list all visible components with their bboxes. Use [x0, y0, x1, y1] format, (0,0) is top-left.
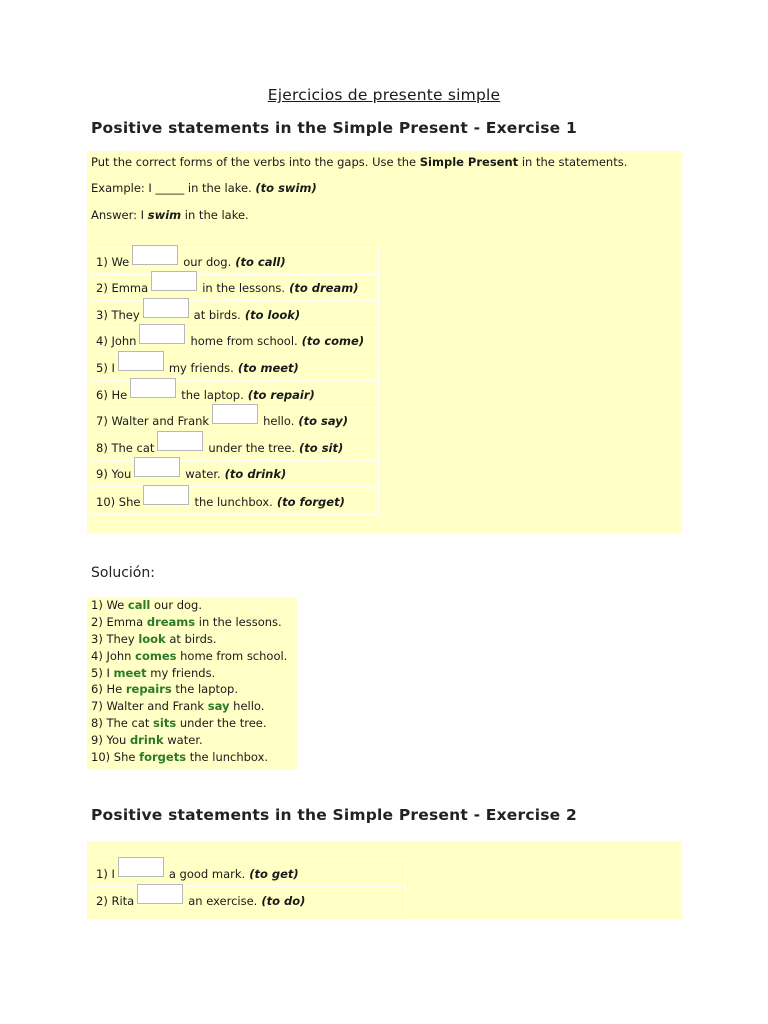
- solution-text: 8) The cat: [91, 716, 154, 731]
- row-subject: 7) Walter and Frank: [96, 414, 210, 429]
- row-subject: 10) She: [96, 494, 141, 509]
- answer-verb: swim: [147, 208, 182, 222]
- verb-hint: (to dream): [289, 281, 359, 296]
- exercise-row: [92, 301, 378, 328]
- row-rest: home from school.: [190, 334, 298, 349]
- instructions-emphasis: Simple Present: [419, 155, 519, 169]
- answer-input[interactable]: [143, 298, 189, 318]
- exercise-row: [92, 887, 405, 914]
- answer-input[interactable]: [137, 884, 183, 904]
- solution-line: [87, 597, 297, 614]
- answer-input[interactable]: [157, 431, 203, 451]
- answer-input[interactable]: [212, 404, 258, 424]
- answer-input[interactable]: [118, 857, 164, 877]
- answer-input[interactable]: [130, 378, 176, 398]
- verb-hint: (to say): [298, 414, 349, 429]
- answer-line: [91, 208, 249, 222]
- solution-verb: forgets: [139, 750, 187, 765]
- solution-text: hello.: [229, 699, 265, 714]
- row-rest: the lunchbox.: [194, 494, 273, 509]
- solution-text: at birds.: [165, 631, 217, 646]
- solution-line: [87, 614, 297, 631]
- solution-text: 4) John: [91, 648, 136, 663]
- solution-line: [87, 648, 297, 665]
- row-subject: 9) You: [96, 467, 132, 482]
- row-subject: 3) They: [96, 307, 140, 322]
- row-subject: 8) The cat: [96, 440, 155, 455]
- answer-input[interactable]: [118, 351, 164, 371]
- verb-hint: (to do): [261, 894, 306, 909]
- answer-input[interactable]: [143, 485, 189, 505]
- exercise-1-heading: Positive statements in the Simple Present - Exercise 1: [91, 119, 577, 137]
- exercise-row: [92, 461, 378, 488]
- answer-input[interactable]: [132, 245, 178, 265]
- solution-verb: comes: [135, 648, 177, 663]
- verb-hint: (to call): [235, 254, 286, 269]
- answer-input[interactable]: [134, 457, 180, 477]
- solution-verb: drink: [129, 733, 164, 748]
- solution-text: water.: [163, 733, 203, 748]
- example-hint: (to swim): [255, 181, 317, 195]
- answer-text: Answer: I: [91, 208, 148, 222]
- row-rest: my friends.: [168, 360, 234, 375]
- solution-verb: dreams: [146, 614, 196, 629]
- solution-text: 9) You: [91, 733, 130, 748]
- row-rest: at birds.: [193, 307, 241, 322]
- instructions: [91, 155, 627, 169]
- solution-text: the laptop.: [171, 682, 238, 697]
- solution-text: our dog.: [150, 598, 203, 612]
- row-subject: 4) John: [96, 334, 137, 349]
- answer-input[interactable]: [151, 271, 197, 291]
- row-rest: in the lessons.: [202, 281, 286, 296]
- row-subject: 2) Rita: [96, 894, 135, 909]
- row-subject: 2) Emma: [96, 281, 149, 296]
- exercise-1-panel: [87, 151, 682, 533]
- verb-hint: (to get): [249, 866, 299, 881]
- solution-verb: repairs: [125, 682, 172, 697]
- solution-verb: meet: [113, 665, 147, 680]
- solution-verb: call: [127, 598, 151, 612]
- solution-text: 7) Walter and Frank: [91, 699, 208, 714]
- solution-line: [87, 698, 297, 715]
- row-subject: 1) We: [96, 254, 130, 269]
- solution-text: 3) They: [91, 631, 139, 646]
- verb-hint: (to sit): [299, 440, 344, 455]
- solution-line: [87, 665, 297, 682]
- row-rest: under the tree.: [208, 440, 296, 455]
- solution-text: the lunchbox.: [186, 750, 269, 765]
- solution-line: [87, 631, 297, 648]
- verb-hint: (to meet): [237, 360, 299, 375]
- exercise-2-panel: [87, 841, 682, 919]
- exercise-row: [92, 860, 405, 887]
- solution-text: home from school.: [176, 648, 288, 663]
- solution-title: Solución:: [91, 565, 155, 581]
- exercise-2-table: [91, 859, 406, 914]
- row-subject: 6) He: [96, 387, 128, 402]
- verb-hint: (to look): [244, 307, 301, 322]
- verb-hint: (to drink): [224, 467, 287, 482]
- exercise-row: [92, 275, 378, 302]
- verb-hint: (to repair): [247, 387, 315, 402]
- solution-line: [87, 715, 297, 732]
- instructions-text-end: in the statements.: [518, 155, 628, 169]
- solution-text: 10) She: [91, 750, 140, 765]
- row-rest: an exercise.: [188, 894, 258, 909]
- solution-verb: sits: [153, 716, 177, 731]
- exercise-row: [92, 248, 378, 275]
- row-rest: a good mark.: [168, 866, 246, 881]
- solution-line: [87, 732, 297, 749]
- exercise-2-heading: Positive statements in the Simple Present - Exercise 2: [91, 806, 577, 824]
- example-line: [91, 181, 317, 195]
- row-rest: the laptop.: [181, 387, 244, 402]
- row-rest: hello.: [263, 414, 295, 429]
- exercise-1-table: [91, 247, 379, 515]
- exercise-row: [92, 487, 378, 514]
- solution-line: [87, 749, 297, 766]
- exercise-row: [92, 408, 378, 435]
- solution-line: [87, 681, 297, 698]
- solution-text: 1) We: [91, 598, 128, 612]
- solution-text: under the tree.: [176, 716, 267, 731]
- solution-box: [87, 597, 297, 769]
- solution-text: 6) He: [91, 682, 126, 697]
- solution-verb: look: [138, 631, 166, 646]
- example-text: Example: I _____ in the lake.: [91, 181, 256, 195]
- row-subject: 1) I: [96, 866, 115, 881]
- document-title: Ejercicios de presente simple: [267, 86, 501, 104]
- answer-input[interactable]: [139, 324, 185, 344]
- solution-text: my friends.: [146, 665, 216, 680]
- row-rest: water.: [185, 467, 221, 482]
- row-subject: 5) I: [96, 360, 115, 375]
- answer-text-end: in the lake.: [181, 208, 249, 222]
- solution-text: 5) I: [91, 665, 114, 680]
- instructions-text: Put the correct forms of the verbs into the gaps. Use the: [91, 155, 420, 169]
- solution-verb: say: [207, 699, 230, 714]
- verb-hint: (to forget): [276, 494, 345, 509]
- row-rest: our dog.: [183, 254, 232, 269]
- solution-text: 2) Emma: [91, 614, 147, 629]
- verb-hint: (to come): [301, 334, 365, 349]
- solution-text: in the lessons.: [195, 614, 282, 629]
